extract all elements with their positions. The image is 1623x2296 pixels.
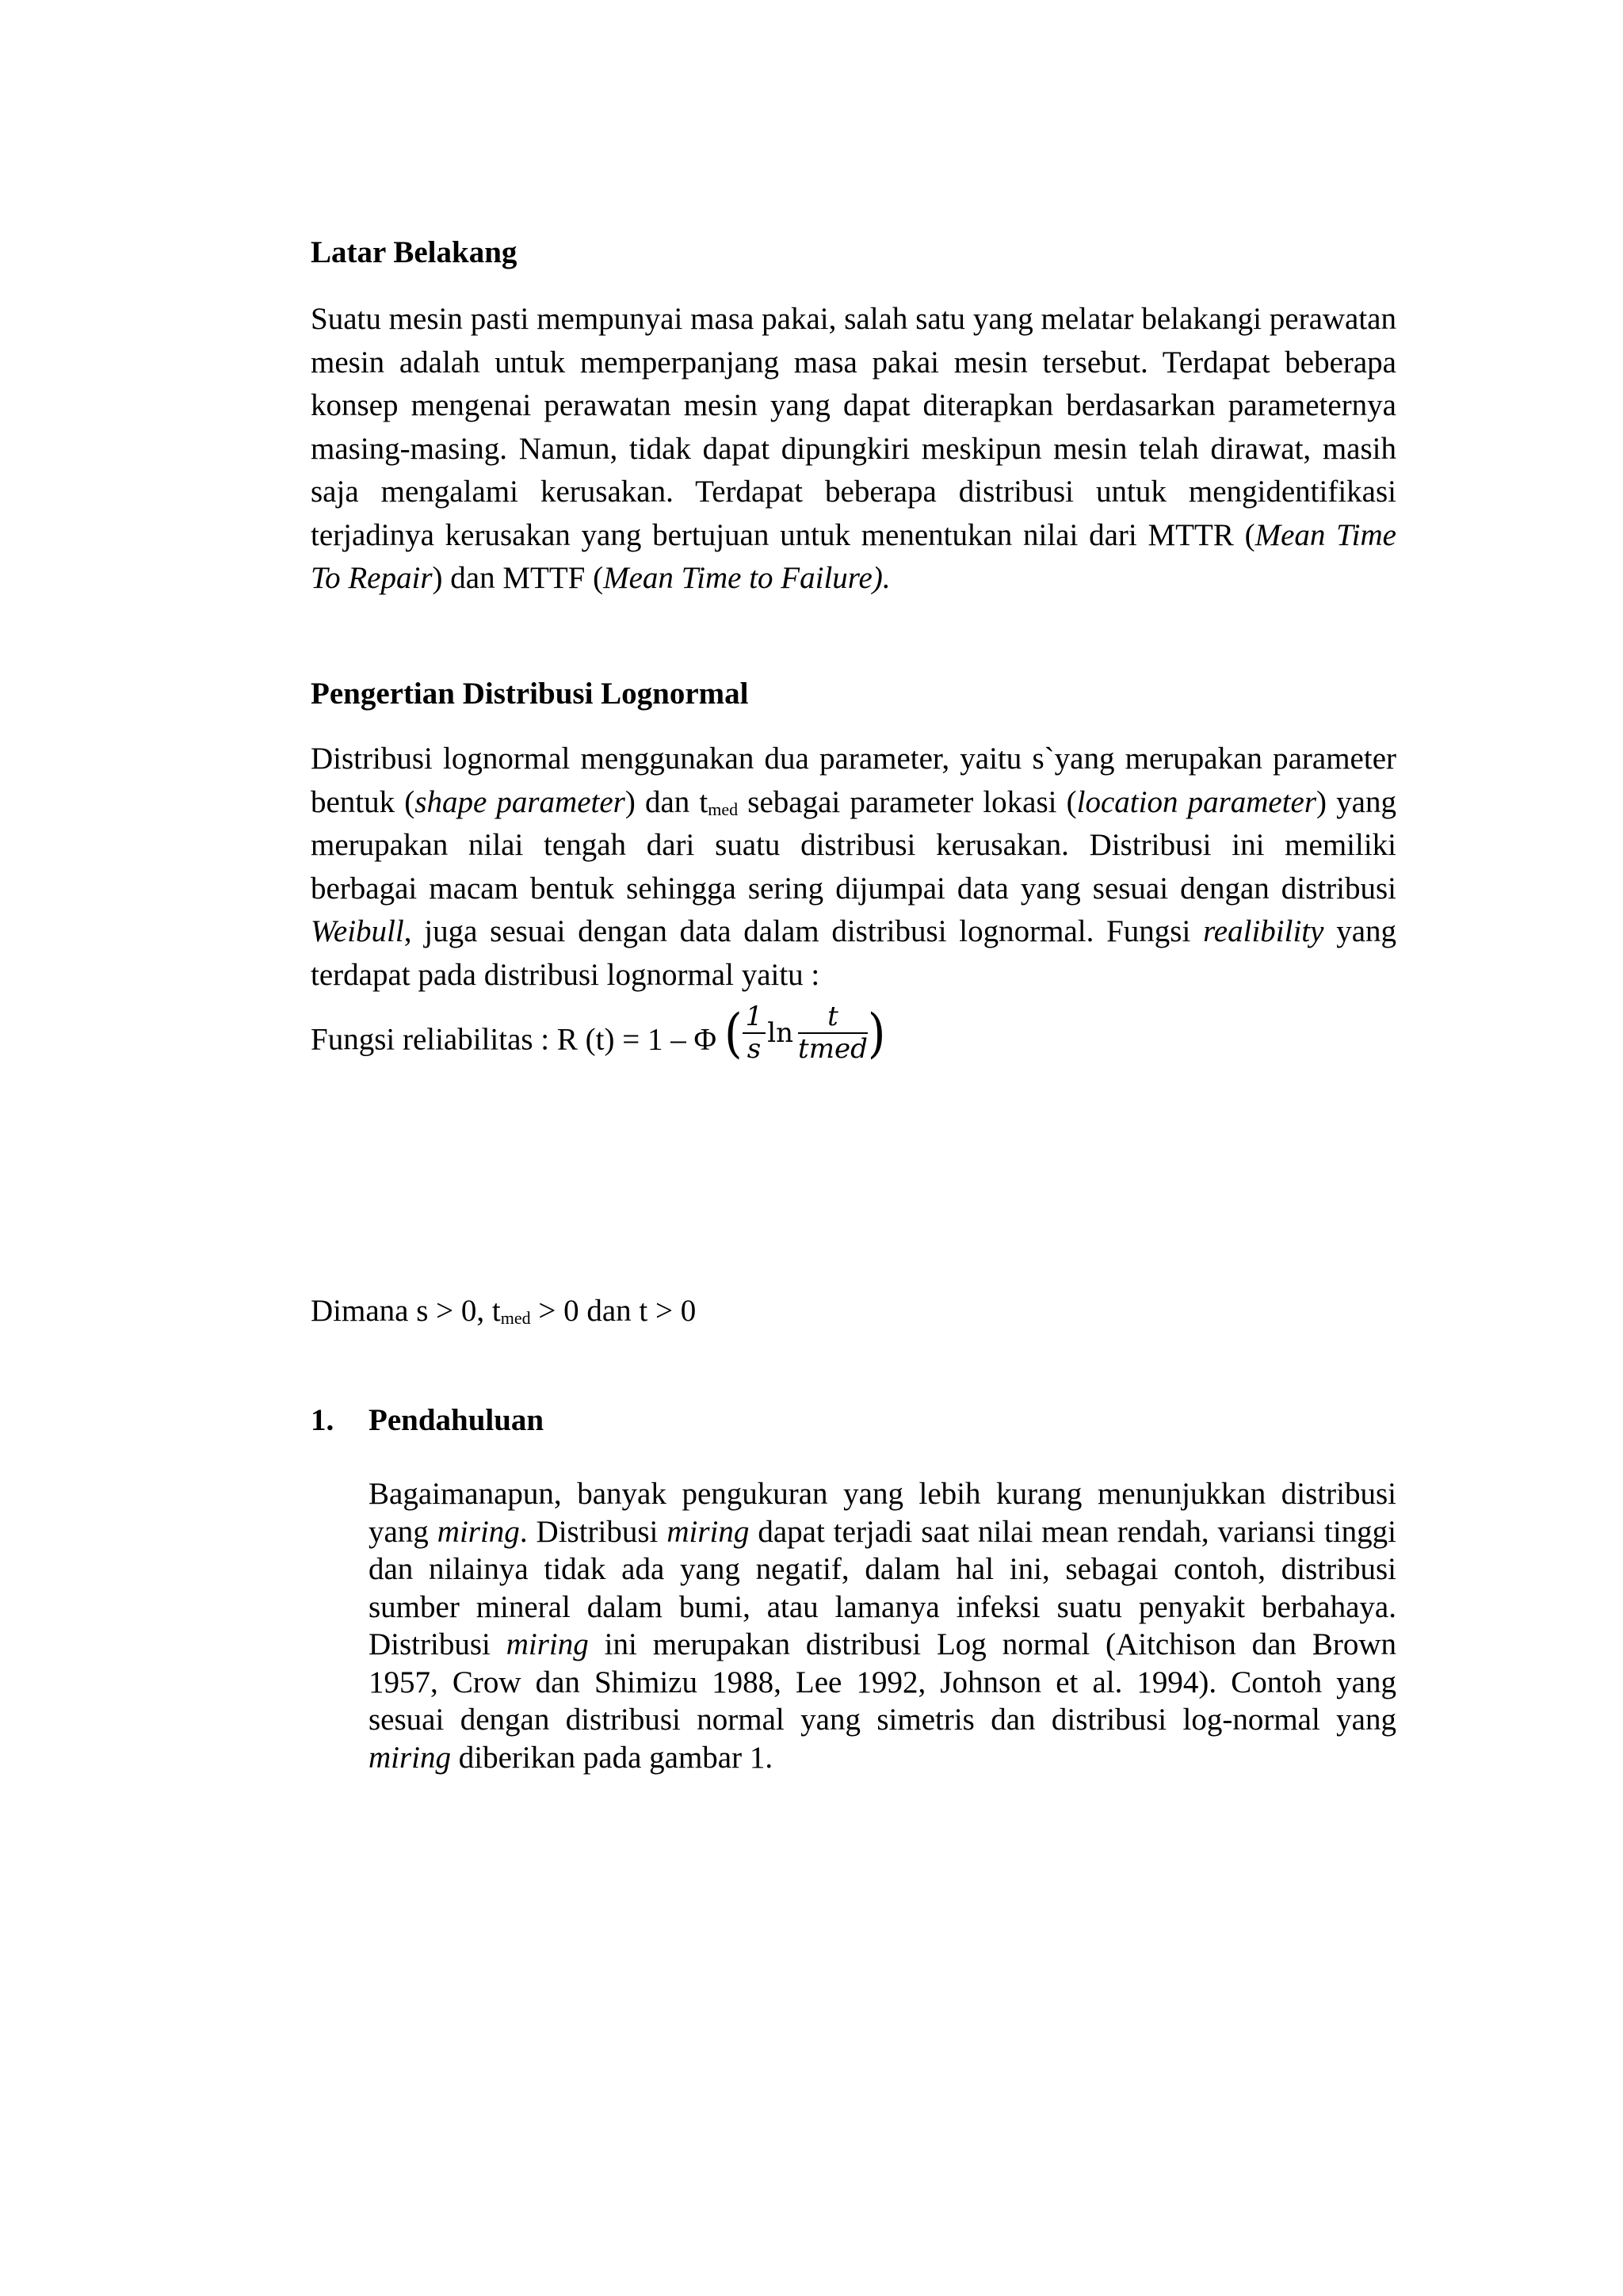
heading-pengertian-distribusi-lognormal: Pengertian Distribusi Lognormal (311, 677, 749, 711)
heading-pendahuluan: Pendahuluan (369, 1403, 544, 1437)
reliability-formula: Fungsi reliabilitas : R (t) = 1 – Φ ( $\frac{1}{s}$ ln $\frac{t}{\text{tmed}}$ ) (311, 1001, 886, 1065)
section-number: 1. (311, 1403, 334, 1437)
formula-expression: ( $\frac{1}{s}$ ln $\frac{t}{\text{tmed}}$ ) (724, 1001, 886, 1065)
paragraph-pendahuluan: Bagaimanapun, banyak pengukuran yang lebih kurang menunjukkan distribusi yang miring. Distribusi miring dapat terjadi saat nilai mean rendah, variansi tinggi dan nilainya tidak ada yang negatif, dalam hal ini, sebagai contoh, distribusi sumber mineral dalam bumi, atau lamanya infeksi suatu penyakit berbahaya. Distribusi miring ini merupakan distribusi Log normal (Aitchison dan Brown 1957, Crow dan Shimizu 1988, Lee 1992, Johnson et al. 1994). Contoh yang sesuai dengan distribusi normal yang simetris dan distribusi log-normal yang miring diberikan pada gambar 1. (369, 1477, 1397, 1775)
fraction-one-over-s: $\frac{1}{s}$ (743, 1003, 766, 1062)
parameter-conditions: Dimana s > 0, $t_{med} > 0$ dan t > 0 (311, 1294, 697, 1328)
heading-latar-belakang: Latar Belakang (311, 235, 517, 269)
paragraph-latar-belakang: Suatu mesin pasti mempunyai masa pakai, salah satu yang melatar belakangi perawatan mesin adalah untuk memperpanjang masa pakai mesin tersebut. Terdapat beberapa konsep mengenai perawatan mesin yang dapat diterapkan berdasarkan parameternya masing-masing. Namun, tidak dapat dipungkiri meskipun mesin telah dirawat, masih saja mengalami kerusakan. Terdapat beberapa distribusi untuk mengidentifikasi terjadinya kerusakan yang bertujuan untuk menentukan nilai dari MTTR (Mean Time To Repair) dan MTTF (Mean Time to Failure). (311, 302, 1396, 595)
fraction-t-over-tmed: $\frac{t}{\text{tmed}}$ (798, 1001, 868, 1065)
paragraph-pengertian: Distribusi lognormal menggunakan dua parameter, yaitu s`yang merupakan parameter bentuk (shape parameter) dan $t_{med}$ sebagai parameter lokasi (location parameter) yang merupakan nilai tengah dari suatu distribusi kerusakan. Distribusi ini memiliki berbagai macam bentuk sehingga sering dijumpai data yang sesuai dengan distribusi Weibull, juga sesuai dengan data dalam distribusi lognormal. Fungsi realibility yang terdapat pada distribusi lognormal yaitu : (311, 742, 1397, 992)
